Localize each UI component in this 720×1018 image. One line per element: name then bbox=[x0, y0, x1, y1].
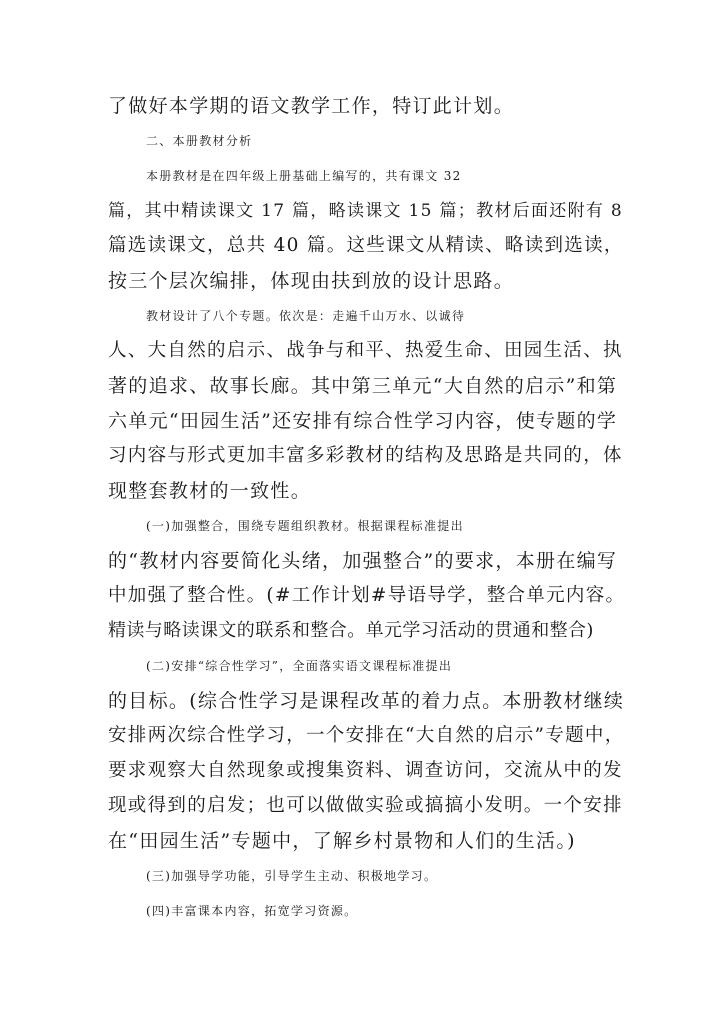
paragraph-line: 中加强了整合性。(#工作计划#导语导学，整合单元内容。 bbox=[108, 585, 626, 606]
paragraph-line: 习内容与形式更加丰富多彩教材的结构及思路是共同的，体 bbox=[108, 445, 623, 466]
paragraph-line: 要求观察大自然现象或搜集资料、调查访问，交流从中的发 bbox=[108, 760, 623, 781]
paragraph-line: 著的追求、故事长廊。其中第三单元“大自然的启示”和第 bbox=[108, 375, 618, 397]
paragraph-line: 六单元“田园生活”还安排有综合性学习内容，使专题的学 bbox=[108, 410, 618, 432]
paragraph-line: (一)加强整合，围绕专题组织教材。根据课程标准提出 bbox=[146, 519, 464, 533]
paragraph-line: 精读与略读课文的联系和整合。单元学习活动的贯通和整合) bbox=[108, 620, 594, 641]
paragraph-line: 的目标。(综合性学习是课程改革的着力点。本册教材继续 bbox=[108, 690, 625, 712]
paragraph-line: 现整套教材的一致性。 bbox=[108, 480, 312, 502]
paragraph-line: 在“田园生活”专题中，了解乡村景物和人们的生活。) bbox=[108, 830, 576, 852]
paragraph-line: 安排两次综合性学习，一个安排在“大自然的启示”专题中， bbox=[108, 725, 625, 746]
paragraph-line: 篇选读课文，总共 40 篇。这些课文从精读、略读到选读， bbox=[108, 235, 624, 256]
paragraph-line: 本册教材是在四年级上册基础上编写的，共有课文 32 bbox=[146, 169, 462, 183]
paragraph-line: 篇，其中精读课文 17 篇，略读课文 15 篇；教材后面还附有 8 bbox=[108, 201, 623, 221]
paragraph-line: 人、大自然的启示、战争与和平、热爱生命、田园生活、执 bbox=[108, 340, 623, 361]
paragraph-line: 现或得到的启发；也可以做做实验或搞搞小发明。一个安排 bbox=[108, 795, 623, 816]
paragraph-line: (四)丰富课本内容，拓宽学习资源。 bbox=[146, 904, 358, 918]
paragraph-line: 教材设计了八个专题。依次是：走遍千山万水、以诚待 bbox=[146, 309, 466, 323]
paragraph-line: 了做好本学期的语文教学工作，特订此计划。 bbox=[108, 95, 515, 117]
paragraph-line: 按三个层次编排，体现由扶到放的设计思路。 bbox=[108, 270, 515, 292]
paragraph-line: (三)加强导学功能，引导学生主动、积极地学习。 bbox=[146, 869, 438, 883]
paragraph-line: (二)安排“综合性学习”，全面落实语文课程标准提出 bbox=[146, 659, 453, 673]
section-heading: 二、本册教材分析 bbox=[146, 134, 253, 148]
paragraph-line: 的“教材内容要简化头绪，加强整合”的要求，本册在编写 bbox=[108, 550, 618, 572]
